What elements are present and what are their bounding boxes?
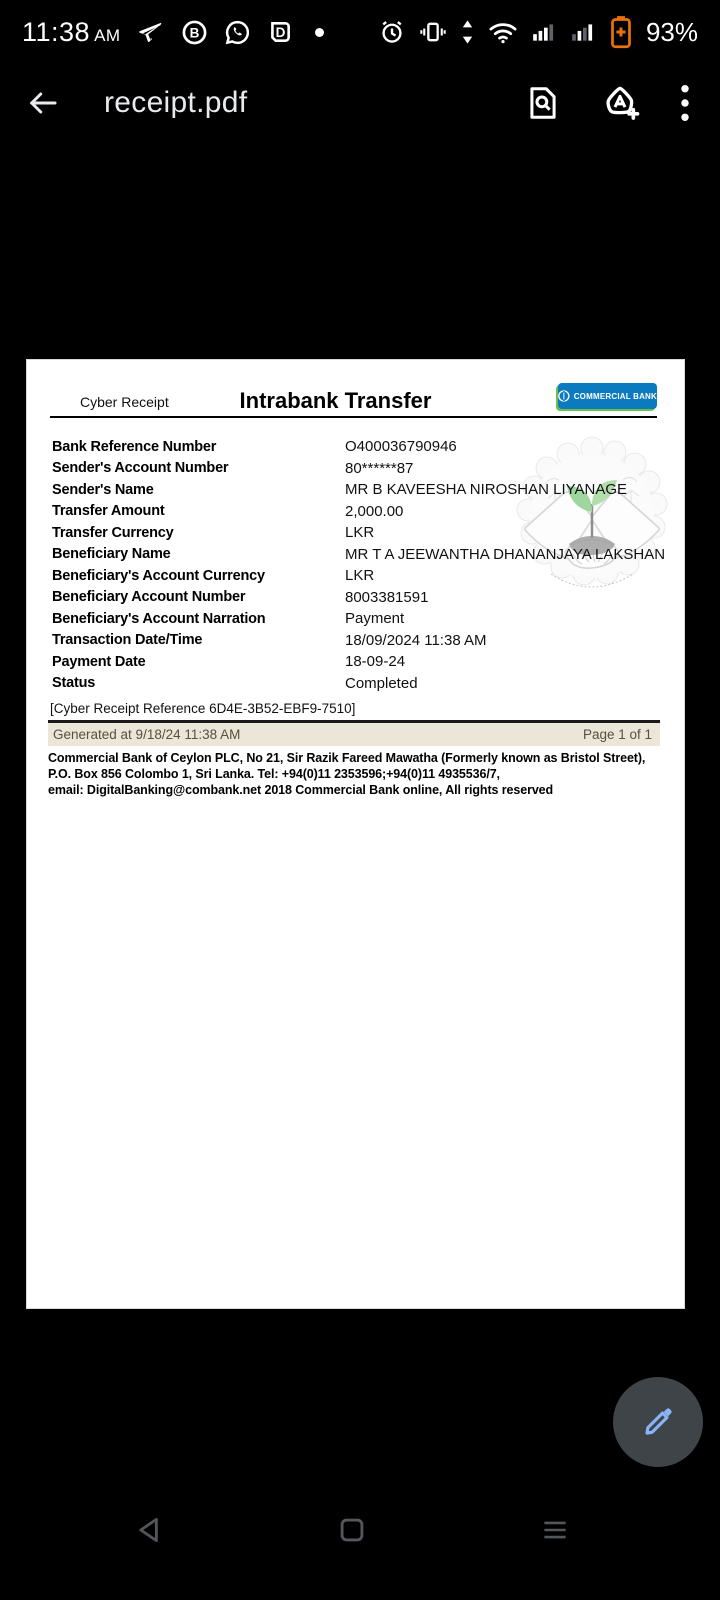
document-title: receipt.pdf: [104, 86, 248, 119]
app-bar: [0, 64, 720, 142]
field-value: Completed: [345, 674, 418, 692]
b-app-icon: [181, 19, 208, 46]
field-label: Beneficiary's Account Currency: [52, 567, 265, 584]
field-value: 80******87: [345, 459, 414, 477]
field-value: 18/09/2024 11:38 AM: [345, 631, 487, 649]
field-value: MR B KAVEESHA NIROSHAN LIYANAGE: [345, 481, 628, 499]
header-rule: [50, 416, 657, 418]
field-label: Transfer Amount: [52, 503, 165, 520]
nav-recents-button[interactable]: [515, 1490, 595, 1570]
page-indicator: Page 1 of 1: [582, 727, 652, 742]
nav-recents-icon: [537, 1513, 573, 1547]
field-value: LKR: [345, 524, 375, 542]
footer-line: Commercial Bank of Ceylon PLC, No 21, Sir Razik Fareed Mawatha (Formerly known as Bristol Street),: [48, 751, 646, 765]
field-label: Transfer Currency: [52, 524, 174, 541]
bank-footer: [48, 750, 668, 798]
nav-home-button[interactable]: [312, 1490, 392, 1570]
cyber-receipt-reference: [Cyber Receipt Reference 6D4E-3B52-EBF9-7510]: [50, 701, 356, 716]
field-value: LKR: [345, 567, 375, 585]
field-label: Transaction Date/Time: [52, 632, 203, 649]
footer-line: P.O. Box 856 Colombo 1, Sri Lanka. Tel: +94(0)11 2353596;+94(0)11 4935536/7,: [48, 767, 500, 781]
acrobat-add-icon[interactable]: [600, 83, 640, 123]
pencil-icon: [637, 1401, 679, 1443]
signal-sim2-icon: [570, 19, 596, 45]
nav-home-icon: [335, 1513, 369, 1547]
whatsapp-icon: [224, 19, 251, 46]
svg-text:B: B: [189, 24, 199, 40]
generated-bar: [48, 723, 660, 746]
field-label: Beneficiary Name: [52, 546, 171, 563]
navigation-bar: [0, 1490, 720, 1570]
field-value: 8003381591: [345, 588, 429, 606]
alarm-icon: [378, 18, 406, 46]
field-label: Sender's Account Number: [52, 460, 229, 477]
data-arrows-icon: [460, 18, 475, 46]
clock: 11:38 AM: [22, 16, 121, 47]
telegram-icon: [137, 18, 165, 46]
status-bar: [0, 0, 720, 64]
field-value: 2,000.00: [345, 502, 404, 520]
pdf-page[interactable]: [27, 360, 684, 1308]
nav-back-icon: [133, 1513, 167, 1547]
field-value: MR T A JEEWANTHA DHANANJAYA LAKSHAN: [345, 545, 666, 563]
edit-fab[interactable]: [613, 1377, 703, 1467]
field-label: Beneficiary Account Number: [52, 589, 246, 606]
field-label: Bank Reference Number: [52, 438, 217, 455]
commercial-bank-logo: [558, 383, 657, 409]
footer-line: email: DigitalBanking@combank.net 2018 Commercial Bank online, All rights reserved: [48, 783, 554, 797]
receipt-fields: [52, 436, 666, 694]
field-label: Beneficiary's Account Narration: [52, 610, 266, 627]
field-value: Payment: [345, 610, 405, 628]
receipt-header: [27, 360, 684, 416]
vibrate-icon: [419, 18, 447, 46]
doc-type-label: Cyber Receipt: [80, 394, 169, 410]
field-value: O400036790946: [345, 438, 457, 456]
overflow-menu-icon[interactable]: [678, 83, 692, 123]
svg-text:D: D: [275, 24, 285, 40]
bank-emblem-icon: [558, 390, 570, 402]
field-value: 18-09-24: [345, 653, 406, 671]
signal-sim1-icon: [531, 19, 557, 45]
battery-saver-icon: [609, 15, 633, 49]
receipt-title: Intrabank Transfer: [239, 388, 432, 413]
find-in-document-icon[interactable]: [524, 84, 562, 122]
battery-percent: 93%: [645, 16, 698, 47]
more-notifications-dot: [315, 28, 324, 37]
back-arrow-icon[interactable]: [8, 73, 78, 133]
bank-logo-text: COMMERCIAL BANK: [573, 391, 657, 401]
field-label: Status: [52, 675, 96, 692]
field-label: Payment Date: [52, 653, 146, 670]
d-app-icon: [267, 19, 293, 45]
generated-at: Generated at 9/18/24 11:38 AM: [53, 727, 241, 742]
wifi-icon: [488, 19, 518, 45]
field-label: Sender's Name: [52, 481, 154, 498]
nav-back-button[interactable]: [110, 1490, 190, 1570]
